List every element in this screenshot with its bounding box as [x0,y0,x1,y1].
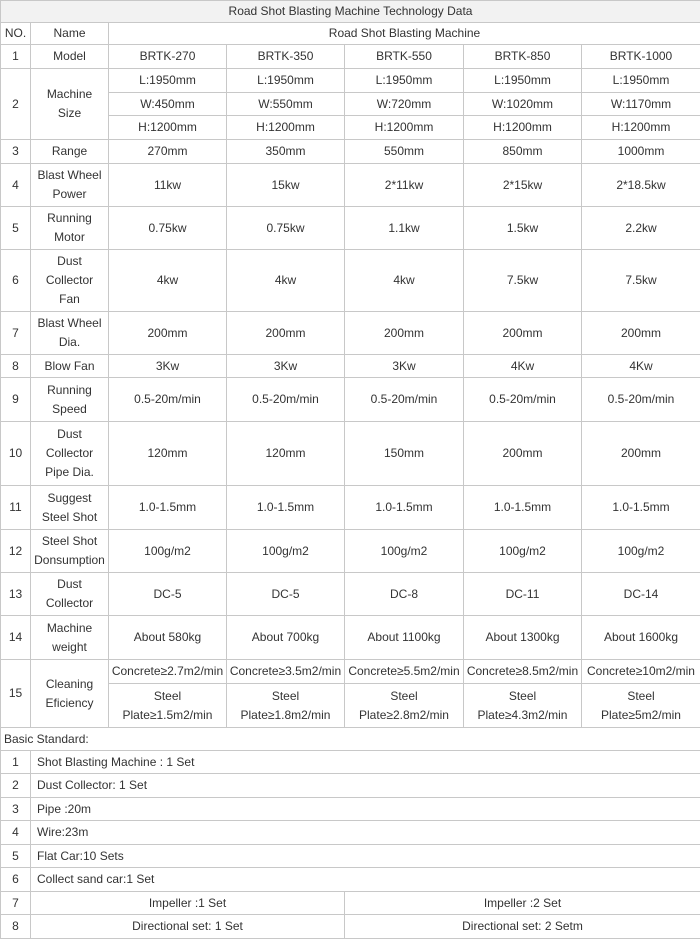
row-no: 7 [1,892,31,915]
value-cell: 0.5-20m/min [227,378,345,422]
value-cell: W:1020mm [464,93,582,116]
value-cell: BRTK-850 [464,45,582,69]
value-cell: BRTK-550 [345,45,464,69]
value-cell: 1.0-1.5mm [582,486,700,530]
value-cell: W:1170mm [582,93,700,116]
value-cell: 150mm [345,422,464,486]
value-cell: 200mm [227,312,345,355]
value-cell: 3Kw [109,355,227,378]
row-no: 8 [1,915,31,939]
value-cell: 200mm [582,312,700,355]
header-row [1,23,700,45]
basic-item-text: Wire:23m [31,821,700,845]
title-row [1,1,700,23]
basic-item-text: Dust Collector: 1 Set [31,774,700,798]
value-cell: 100g/m2 [464,530,582,573]
table-title: Road Shot Blasting Machine Technology Data [1,1,700,23]
basic-item-text: Pipe :20m [31,798,700,821]
value-cell: 1.1kw [345,207,464,250]
row-label: Blast Wheel Dia. [31,312,109,355]
value-cell: 7.5kw [582,250,700,312]
value-cell: 4Kw [464,355,582,378]
row-no: 3 [1,798,31,821]
value-cell: BRTK-1000 [582,45,700,69]
value-cell: H:1200mm [345,116,464,140]
value-cell: 2.2kw [582,207,700,250]
value-cell: 7.5kw [464,250,582,312]
row-no: 5 [1,845,31,868]
row-no: 11 [1,486,31,530]
value-cell: L:1950mm [582,69,700,93]
value-cell: 15kw [227,164,345,207]
basic-split-right: Impeller :2 Set [345,892,700,915]
value-cell: H:1200mm [464,116,582,140]
row-label: Running Motor [31,207,109,250]
value-cell: About 700kg [227,616,345,660]
value-cell: DC-5 [227,573,345,616]
basic-item-text: Collect sand car:1 Set [31,868,700,892]
value-cell: 0.5-20m/min [582,378,700,422]
value-cell: 11kw [109,164,227,207]
value-cell: 4kw [109,250,227,312]
value-cell: 200mm [464,312,582,355]
value-cell: About 580kg [109,616,227,660]
value-cell: 1000mm [582,140,700,164]
value-cell: 200mm [109,312,227,355]
row-label: Blow Fan [31,355,109,378]
value-cell: About 1100kg [345,616,464,660]
value-cell: Concrete≥10m2/min [582,660,700,684]
value-cell: 1.0-1.5mm [227,486,345,530]
basic-item-row [1,774,700,798]
basic-split-left: Impeller :1 Set [31,892,345,915]
basic-split-row [1,915,700,939]
basic-item-row [1,845,700,868]
value-cell: 4kw [345,250,464,312]
value-cell: 100g/m2 [227,530,345,573]
value-cell: 3Kw [345,355,464,378]
row-label: Dust Collector Fan [31,250,109,312]
row-wheel-dia [1,312,700,355]
value-cell: 1.5kw [464,207,582,250]
value-cell: 4kw [227,250,345,312]
row-blow-fan [1,355,700,378]
value-cell: 1.0-1.5mm [109,486,227,530]
value-cell: 100g/m2 [345,530,464,573]
basic-item-text: Flat Car:10 Sets [31,845,700,868]
basic-standard-title: Basic Standard: [1,728,700,751]
value-cell: 2*18.5kw [582,164,700,207]
value-cell: DC-5 [109,573,227,616]
value-cell: Concrete≥8.5m2/min [464,660,582,684]
basic-item-text: Shot Blasting Machine : 1 Set [31,751,700,774]
value-cell: W:720mm [345,93,464,116]
value-cell: 0.75kw [227,207,345,250]
header-group: Road Shot Blasting Machine [109,23,700,45]
row-efficiency-concrete [1,660,700,684]
row-label: Blast Wheel Power [31,164,109,207]
header-name: Name [31,23,109,45]
row-pipe-dia [1,422,700,486]
row-no: 12 [1,530,31,573]
value-cell: 1.0-1.5mm [345,486,464,530]
value-cell: 100g/m2 [582,530,700,573]
row-no: 1 [1,45,31,69]
value-cell: BRTK-350 [227,45,345,69]
value-cell: 4Kw [582,355,700,378]
row-no: 6 [1,250,31,312]
row-no: 2 [1,69,31,140]
value-cell: 2*15kw [464,164,582,207]
value-cell: 120mm [109,422,227,486]
value-cell: 200mm [345,312,464,355]
value-cell: 200mm [582,422,700,486]
row-no: 2 [1,774,31,798]
row-label: Running Speed [31,378,109,422]
value-cell: BRTK-270 [109,45,227,69]
value-cell: H:1200mm [109,116,227,140]
row-range [1,140,700,164]
value-cell: About 1300kg [464,616,582,660]
row-label: Range [31,140,109,164]
value-cell: DC-11 [464,573,582,616]
value-cell: Steel Plate≥4.3m2/min [464,684,582,728]
row-collector [1,573,700,616]
row-label: Machine Size [31,69,109,140]
row-no: 8 [1,355,31,378]
header-no: NO. [1,23,31,45]
value-cell: DC-14 [582,573,700,616]
row-label: Dust Collector Pipe Dia. [31,422,109,486]
basic-item-row [1,821,700,845]
row-speed [1,378,700,422]
value-cell: Concrete≥5.5m2/min [345,660,464,684]
value-cell: Concrete≥2.7m2/min [109,660,227,684]
value-cell: L:1950mm [345,69,464,93]
value-cell: 0.75kw [109,207,227,250]
row-no: 3 [1,140,31,164]
value-cell: H:1200mm [227,116,345,140]
row-no: 13 [1,573,31,616]
value-cell: 850mm [464,140,582,164]
basic-split-left: Directional set: 1 Set [31,915,345,939]
basic-item-row [1,868,700,892]
row-no: 6 [1,868,31,892]
value-cell: L:1950mm [464,69,582,93]
basic-standard-title-row [1,728,700,751]
value-cell: About 1600kg [582,616,700,660]
row-blast-power [1,164,700,207]
row-label: Machine weight [31,616,109,660]
value-cell: W:450mm [109,93,227,116]
row-model [1,45,700,69]
value-cell: 270mm [109,140,227,164]
row-no: 10 [1,422,31,486]
value-cell: Concrete≥3.5m2/min [227,660,345,684]
value-cell: 1.0-1.5mm [464,486,582,530]
basic-item-row [1,798,700,821]
value-cell: 100g/m2 [109,530,227,573]
row-no: 1 [1,751,31,774]
basic-item-row [1,751,700,774]
row-size-length [1,69,700,93]
value-cell: L:1950mm [227,69,345,93]
row-no: 4 [1,821,31,845]
value-cell: 2*11kw [345,164,464,207]
value-cell: 120mm [227,422,345,486]
value-cell: 0.5-20m/min [109,378,227,422]
row-no: 7 [1,312,31,355]
row-no: 4 [1,164,31,207]
row-consumption [1,530,700,573]
value-cell: Steel Plate≥2.8m2/min [345,684,464,728]
value-cell: Steel Plate≥5m2/min [582,684,700,728]
value-cell: L:1950mm [109,69,227,93]
row-no: 14 [1,616,31,660]
row-label: Suggest Steel Shot [31,486,109,530]
value-cell: H:1200mm [582,116,700,140]
value-cell: 550mm [345,140,464,164]
basic-split-right: Directional set: 2 Setm [345,915,700,939]
row-no: 5 [1,207,31,250]
basic-split-row [1,892,700,915]
row-label: Model [31,45,109,69]
row-label: Dust Collector [31,573,109,616]
value-cell: Steel Plate≥1.8m2/min [227,684,345,728]
row-running-motor [1,207,700,250]
value-cell: W:550mm [227,93,345,116]
row-steel-shot [1,486,700,530]
value-cell: Steel Plate≥1.5m2/min [109,684,227,728]
value-cell: 3Kw [227,355,345,378]
row-label: Steel Shot Donsumption [31,530,109,573]
row-weight [1,616,700,660]
value-cell: 0.5-20m/min [464,378,582,422]
value-cell: 0.5-20m/min [345,378,464,422]
value-cell: 200mm [464,422,582,486]
row-label: Cleaning Eficiency [31,660,109,728]
value-cell: DC-8 [345,573,464,616]
row-no: 15 [1,660,31,728]
row-dust-fan [1,250,700,312]
row-no: 9 [1,378,31,422]
value-cell: 350mm [227,140,345,164]
